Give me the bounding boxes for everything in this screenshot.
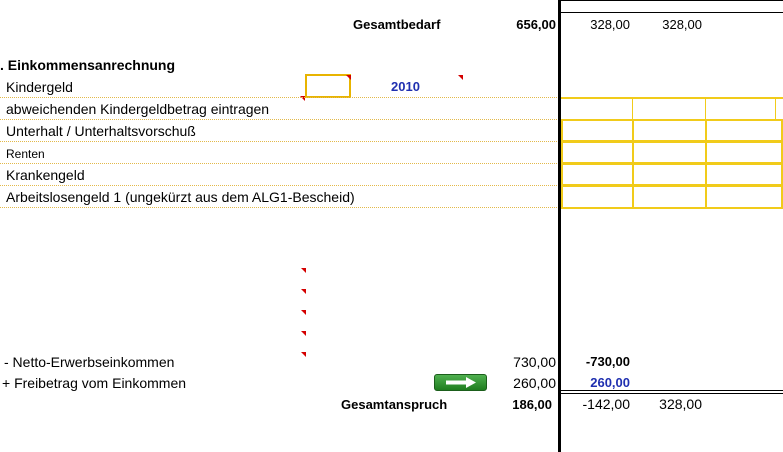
comment-marker-icon	[301, 310, 306, 315]
krankengeld-label: Krankengeld	[6, 167, 85, 183]
gesamtanspruch-total: 186,00	[512, 397, 552, 412]
renten-label: Renten	[6, 147, 45, 161]
row-divider	[0, 141, 561, 142]
netto-total: 730,00	[513, 354, 556, 370]
renten-input-1[interactable]	[561, 141, 634, 164]
freibetrag-col2: 260,00	[590, 375, 630, 390]
grid-line	[775, 99, 776, 119]
sum-separator-2	[561, 393, 783, 394]
abweichend-label: abweichenden Kindergeldbetrag eintragen	[6, 101, 270, 117]
unterhalt-input-1[interactable]	[561, 119, 634, 142]
unterhalt-input-3[interactable]	[705, 119, 783, 142]
netto-label: - Netto-Erwerbseinkommen	[4, 354, 175, 370]
gesamtanspruch-col2: -142,00	[582, 396, 630, 412]
sum-separator	[561, 390, 783, 391]
section-title-text: Einkommensanrechnung	[7, 57, 176, 73]
alg1-label: Arbeitslosengeld 1 (ungekürzt aus dem ALG1-Bescheid)	[6, 189, 355, 205]
comment-marker-icon	[301, 331, 306, 336]
alg1-input-1[interactable]	[561, 185, 634, 209]
comment-marker-icon	[301, 268, 306, 273]
row-divider	[0, 163, 561, 164]
netto-col2: -730,00	[585, 354, 630, 369]
comment-marker-icon	[346, 75, 351, 80]
krankengeld-input-1[interactable]	[561, 163, 634, 186]
kindergeld-label: Kindergeld	[6, 79, 73, 95]
gesamtbedarf-col3: 328,00	[662, 17, 702, 32]
comment-marker-icon	[301, 289, 306, 294]
arrow-right-icon	[444, 377, 478, 388]
unterhalt-input-2[interactable]	[632, 119, 707, 142]
alg1-input-3[interactable]	[705, 185, 783, 209]
renten-input-3[interactable]	[705, 141, 783, 164]
section-title: . Einkommensanrechnung	[0, 57, 176, 73]
gesamtanspruch-label: Gesamtanspruch	[341, 397, 448, 412]
grid-line	[561, 97, 783, 99]
unterhalt-label: Unterhalt / Unterhaltsvorschuß	[6, 123, 196, 139]
comment-marker-icon	[458, 75, 463, 80]
column-divider	[558, 0, 561, 452]
grid-line	[705, 99, 706, 119]
row-divider	[0, 97, 561, 98]
krankengeld-input-2[interactable]	[632, 163, 707, 186]
grid-line	[632, 99, 633, 119]
kindergeld-input[interactable]	[305, 74, 351, 98]
row-divider	[0, 119, 561, 120]
comment-marker-icon	[301, 352, 306, 357]
top-border	[561, 0, 783, 1]
renten-input-2[interactable]	[632, 141, 707, 164]
row-divider	[0, 207, 561, 208]
alg1-input-2[interactable]	[632, 185, 707, 209]
freibetrag-total: 260,00	[513, 375, 556, 391]
go-arrow-button[interactable]	[434, 374, 487, 391]
gesamtbedarf-total: 656,00	[516, 17, 556, 32]
freibetrag-label: + Freibetrag vom Einkommen	[2, 375, 187, 391]
gesamtbedarf-label: Gesamtbedarf	[353, 17, 441, 32]
row-divider	[0, 185, 561, 186]
gesamtbedarf-col2: 328,00	[590, 17, 630, 32]
kindergeld-year: 2010	[391, 79, 420, 94]
krankengeld-input-3[interactable]	[705, 163, 783, 186]
top-border-2	[561, 12, 783, 13]
gesamtanspruch-col3: 328,00	[659, 396, 702, 412]
